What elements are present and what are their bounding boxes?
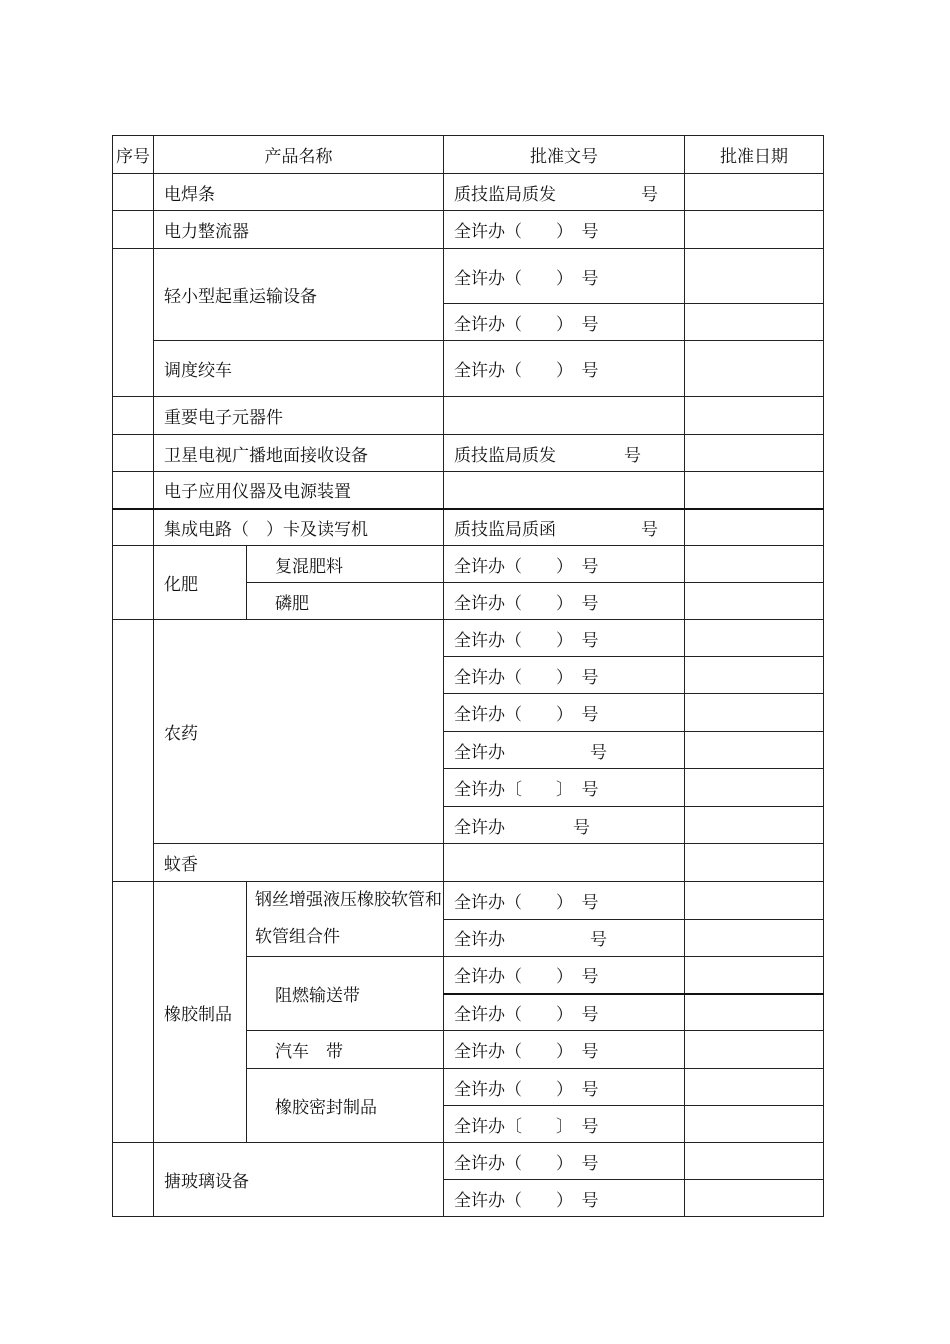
approval-date-cell [685,919,824,957]
sub-product-cell: 钢丝增强液压橡胶软管和软管组合件 [247,882,444,957]
approval-no-cell: 全许办（ ） 号 [444,304,685,341]
seq-cell [113,397,154,435]
product-name-cell: 电焊条 [154,174,444,211]
approval-no-cell: 质技监局质函 号 [444,509,685,546]
product-name-cell: 搪玻璃设备 [154,1143,444,1217]
seq-cell [113,249,154,397]
seq-cell [113,472,154,509]
table-row [113,546,824,583]
product-name-cell: 农药 [154,620,444,844]
table-row [113,435,824,472]
seq-cell [113,509,154,546]
seq-cell [113,435,154,472]
approval-no-cell [444,397,685,435]
seq-cell [113,620,154,882]
approval-date-cell [685,1106,824,1143]
approval-no-cell: 全许办〔 〕 号 [444,1106,685,1143]
header-approval-date: 批准日期 [685,136,824,174]
approval-date-cell [685,249,824,304]
table-row [113,397,824,435]
approval-date-cell [685,844,824,882]
approval-no-cell: 全许办〔 〕 号 [444,769,685,807]
approval-no-cell [444,844,685,882]
product-name-cell: 重要电子元器件 [154,397,444,435]
approval-no-cell: 全许办（ ） 号 [444,1143,685,1180]
product-name-cell: 电子应用仪器及电源装置 [154,472,444,509]
product-name-cell: 电力整流器 [154,211,444,249]
approval-no-cell: 全许办（ ） 号 [444,341,685,397]
approval-no-cell: 全许办（ ） 号 [444,882,685,920]
product-name-cell: 橡胶制品 [154,882,247,1143]
header-seq: 序号 [113,136,154,174]
product-name-cell: 集成电路（ ）卡及读写机 [154,509,444,546]
approval-no-cell: 全许办（ ） 号 [444,583,685,620]
approval-date-cell [685,732,824,769]
product-name-cell: 调度绞车 [154,341,444,397]
product-name-cell: 化肥 [154,546,247,620]
approval-no-cell: 全许办（ ） 号 [444,1069,685,1106]
approval-no-cell: 全许办（ ） 号 [444,546,685,583]
approval-date-cell [685,509,824,546]
sub-product-cell: 复混肥料 [247,546,444,583]
approval-no-cell: 全许办（ ） 号 [444,620,685,657]
approval-date-cell [685,304,824,341]
approval-date-cell [685,472,824,509]
approval-no-cell: 全许办 号 [444,732,685,769]
approval-no-cell: 全许办（ ） 号 [444,694,685,732]
approval-date-cell [685,1180,824,1217]
approval-date-cell [685,769,824,807]
approval-no-cell: 全许办 号 [444,807,685,844]
approval-date-cell [685,1143,824,1180]
table-row [113,341,824,397]
header-approval-no: 批准文号 [444,136,685,174]
approval-date-cell [685,1069,824,1106]
seq-cell [113,546,154,620]
approval-no-cell: 全许办（ ） 号 [444,249,685,304]
sub-product-cell: 汽车 带 [247,1031,444,1069]
approval-date-cell [685,211,824,249]
approval-date-cell [685,994,824,1031]
approval-no-cell: 全许办（ ） 号 [444,211,685,249]
approval-no-cell: 全许办（ ） 号 [444,994,685,1031]
approval-no-cell [444,472,685,509]
header-product-name: 产品名称 [154,136,444,174]
seq-cell [113,211,154,249]
approval-date-cell [685,882,824,920]
seq-cell [113,882,154,1143]
sub-product-cell: 阻燃输送带 [247,957,444,1031]
approval-no-cell: 质技监局质发 号 [444,174,685,211]
table-row [113,509,824,546]
product-name-cell: 蚊香 [154,844,444,882]
table-header-row [113,136,824,174]
approval-date-cell [685,546,824,583]
approval-no-cell: 全许办 号 [444,919,685,957]
table-row [113,174,824,211]
approval-no-cell: 质技监局质发 号 [444,435,685,472]
product-name-cell: 轻小型起重运输设备 [154,249,444,341]
table-row [113,844,824,882]
table-row [113,620,824,657]
approval-table [112,135,824,1217]
approval-date-cell [685,435,824,472]
approval-date-cell [685,1031,824,1069]
approval-date-cell [685,174,824,211]
approval-date-cell [685,957,824,994]
approval-date-cell [685,694,824,732]
table-row [113,211,824,249]
approval-no-cell: 全许办（ ） 号 [444,657,685,694]
table-row [113,1143,824,1180]
approval-no-cell: 全许办（ ） 号 [444,1180,685,1217]
table-row [113,249,824,304]
table-row [113,882,824,920]
table-row [113,472,824,509]
approval-date-cell [685,657,824,694]
seq-cell [113,174,154,211]
approval-date-cell [685,807,824,844]
approval-no-cell: 全许办（ ） 号 [444,957,685,994]
approval-date-cell [685,341,824,397]
sub-product-cell: 磷肥 [247,583,444,620]
approval-no-cell: 全许办（ ） 号 [444,1031,685,1069]
product-name-cell: 卫星电视广播地面接收设备 [154,435,444,472]
approval-date-cell [685,583,824,620]
sub-product-cell: 橡胶密封制品 [247,1069,444,1143]
approval-date-cell [685,620,824,657]
approval-date-cell [685,397,824,435]
seq-cell [113,1143,154,1217]
